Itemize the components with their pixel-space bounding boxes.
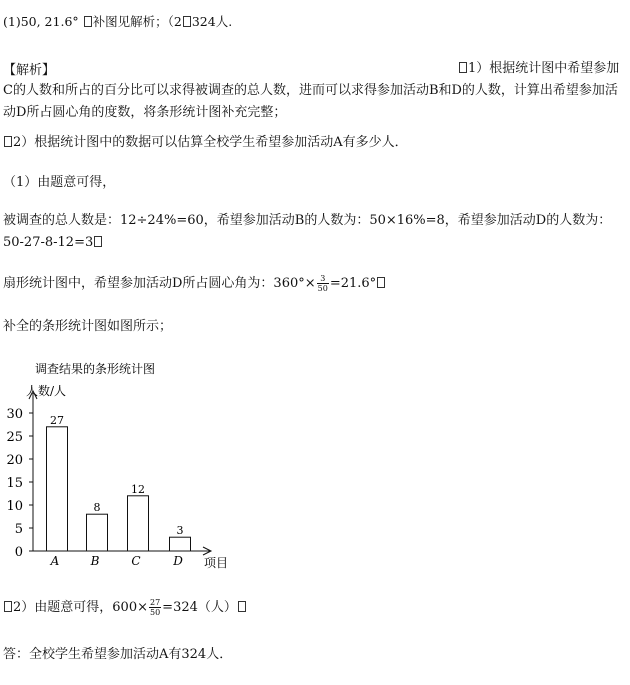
answer-line bbox=[3, 12, 232, 30]
y-tick-label: 0 bbox=[14, 545, 23, 560]
bar-value-label: 8 bbox=[93, 501, 101, 515]
analysis-para-7-after: =324（人） bbox=[162, 600, 237, 615]
fraction-numerator: 27 bbox=[149, 598, 161, 607]
chart-x-axis-label: 项目 bbox=[204, 556, 229, 570]
missing-glyph-icon bbox=[4, 136, 12, 147]
x-tick-label: C bbox=[131, 554, 141, 568]
fraction bbox=[149, 598, 161, 617]
x-tick-label: D bbox=[173, 554, 183, 568]
y-tick-label: 10 bbox=[6, 499, 23, 514]
missing-glyph-icon bbox=[183, 16, 191, 27]
x-tick-label: A bbox=[50, 554, 60, 568]
analysis-para-5 bbox=[3, 273, 626, 295]
missing-glyph-icon bbox=[84, 16, 92, 27]
analysis-para-2-text: 2）根据统计图中的数据可以估算全校学生希望参加活动A有多少人． bbox=[13, 135, 408, 150]
analysis-para-5-before: 扇形统计图中，希望参加活动D所占圆心角为：360°× bbox=[3, 276, 316, 291]
fraction-denominator: 50 bbox=[317, 284, 328, 293]
analysis-para-3: （1）由题意可得， bbox=[3, 175, 116, 190]
analysis-para-1 bbox=[3, 58, 626, 124]
missing-glyph-icon bbox=[377, 277, 385, 288]
y-tick-label: 25 bbox=[6, 430, 23, 445]
bar-value-label: 3 bbox=[176, 524, 184, 538]
analysis-para-7 bbox=[3, 597, 626, 619]
bar-value-label: 12 bbox=[131, 482, 145, 496]
analysis-para-6: 补全的条形统计图如图所示； bbox=[3, 319, 173, 334]
answer-part2: 324人. bbox=[191, 14, 233, 29]
fraction-denominator: 50 bbox=[149, 608, 161, 617]
answer-part1-rest: 补图见解析；（2 bbox=[92, 14, 182, 29]
analysis-para-7-before: 2）由题意可得，600× bbox=[13, 600, 148, 615]
y-tick-label: 20 bbox=[6, 453, 23, 468]
chart-y-axis-label: 人数/人 bbox=[26, 384, 67, 398]
analysis-para-4 bbox=[3, 210, 626, 254]
chart-title: 调查结果的条形统计图 bbox=[35, 362, 156, 376]
missing-glyph-icon bbox=[238, 601, 246, 612]
fraction bbox=[317, 274, 329, 293]
bar bbox=[128, 496, 149, 551]
bar-chart bbox=[0, 355, 240, 575]
analysis-para-8: 答：全校学生希望参加活动A有324人． bbox=[3, 647, 233, 662]
y-tick-label: 15 bbox=[6, 476, 23, 491]
answer-part1: (1)50, 21.6° bbox=[3, 14, 79, 29]
analysis-para-4-text: 被调查的总人数是：12÷24%=60，希望参加活动B的人数为：50×16%=8，希望参加活动D的人数为：50-27-8-12=3 bbox=[3, 213, 612, 250]
bar bbox=[47, 427, 68, 551]
x-tick-label: B bbox=[90, 554, 100, 568]
missing-glyph-icon bbox=[459, 62, 467, 73]
analysis-heading: 【解析】 bbox=[3, 63, 56, 78]
analysis-para-1-text: 1）根据统计图中希望参加C的人数和所占的百分比可以求得被调查的总人数，进而可以求得参加活动B和D的人数，计算出希望参加活动D所占圆心角的度数，将条形统计图补充完整； bbox=[3, 61, 620, 120]
missing-glyph-icon bbox=[4, 601, 12, 612]
missing-glyph-icon bbox=[94, 236, 102, 247]
bar-value-label: 27 bbox=[50, 413, 64, 427]
bar bbox=[87, 514, 108, 551]
analysis-para-2 bbox=[3, 132, 626, 154]
bar bbox=[170, 537, 191, 551]
y-tick-label: 5 bbox=[14, 522, 23, 537]
fraction-numerator: 3 bbox=[317, 274, 329, 284]
y-tick-label: 30 bbox=[6, 407, 23, 422]
analysis-para-5-after: =21.6° bbox=[329, 276, 377, 291]
